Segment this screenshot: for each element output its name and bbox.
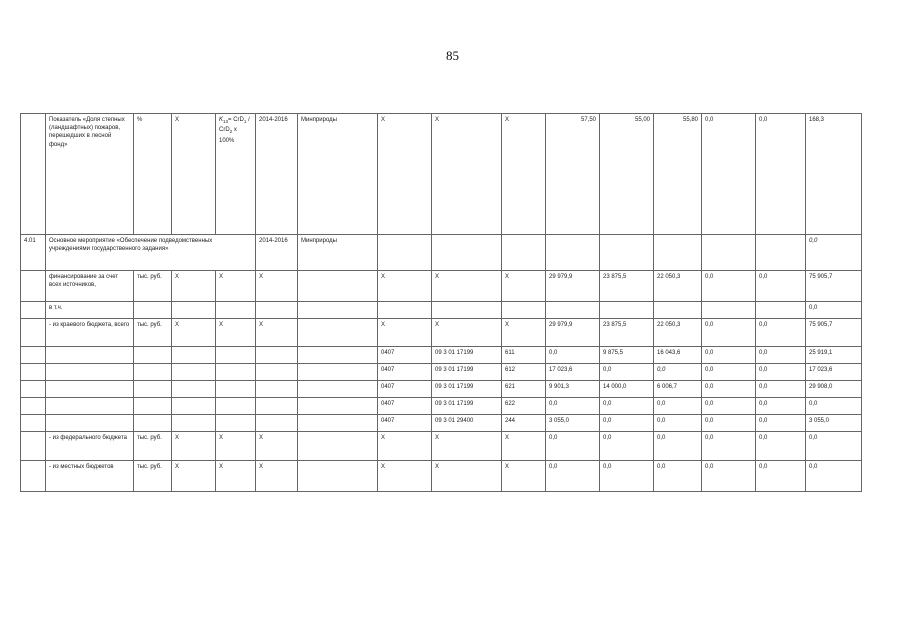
cell-unit [134,347,172,364]
cell-2017: 0,0 [702,432,756,461]
cell-2018: 0,0 [756,381,806,398]
cell-name: Показатель «Доля степных (ландшафтных) пожаров, перешедших в лесной фонд» [46,114,134,235]
cell-g3: 621 [502,381,546,398]
cell-g3: 612 [502,364,546,381]
cell-name [46,398,134,415]
cell-unit: % [134,114,172,235]
table-row-main-event [21,235,862,271]
cell-executor [298,415,378,432]
cell-2017 [702,235,756,271]
cell-2015: 14 000,0 [600,381,654,398]
cell-period: 2014-2016 [256,114,298,235]
cell-total: 75 905,7 [806,271,862,302]
cell-g1: X [378,432,432,461]
cell-2014: 0,0 [546,461,600,492]
cell-2016: 16 043,6 [654,347,702,364]
cell-2017: 0,0 [702,398,756,415]
cell-x1 [172,398,216,415]
table-row-regional-budget [21,319,862,347]
cell-x2 [216,398,256,415]
cell-name: финансирование за счет всех источников, [46,271,134,302]
cell-2015 [600,302,654,319]
cell-2014 [546,302,600,319]
cell-g1: 0407 [378,415,432,432]
cell-g3: X [502,461,546,492]
cell-2017: 0,0 [702,381,756,398]
cell-code [21,114,46,235]
cell-2016: 0,0 [654,461,702,492]
cell-2014: 0,0 [546,398,600,415]
formula-k-sub: 13 [223,119,229,125]
formula-a: = CrD [228,117,244,123]
cell-name [46,381,134,398]
cell-2016 [654,302,702,319]
cell-code [21,347,46,364]
cell-name: - из краевого бюджета, всего [46,319,134,347]
cell-executor [298,461,378,492]
cell-g1: X [378,461,432,492]
cell-unit: тыс. руб. [134,271,172,302]
cell-x1 [172,415,216,432]
cell-2014: 9 901,3 [546,381,600,398]
table-row-including [21,302,862,319]
cell-g3: 622 [502,398,546,415]
cell-executor [298,381,378,398]
cell-unit [134,364,172,381]
cell-x1: X [172,319,216,347]
cell-executor [298,319,378,347]
cell-2015 [600,235,654,271]
cell-x2 [216,347,256,364]
page-number: 85 [446,48,459,63]
cell-formula [216,114,256,235]
table-row-budget-code [21,415,862,432]
cell-total: 3 055,0 [806,415,862,432]
cell-total: 17 023,6 [806,364,862,381]
cell-2018: 0,0 [756,319,806,347]
cell-x1 [172,302,216,319]
table-row-budget-code [21,347,862,364]
cell-2018: 0,0 [756,432,806,461]
cell-name: Основное мероприятие «Обеспечение подведомственных учреждениями государственного задания» [46,235,256,271]
cell-executor [298,302,378,319]
cell-code [21,398,46,415]
cell-name: - из федерального бюджета [46,432,134,461]
cell-2015: 23 875,5 [600,319,654,347]
cell-x2: X [216,432,256,461]
cell-x3 [256,347,298,364]
cell-unit [134,415,172,432]
cell-2015: 9 875,5 [600,347,654,364]
cell-2016: 0,0 [654,398,702,415]
cell-x3: X [256,271,298,302]
cell-2018: 0,0 [756,347,806,364]
formula-c: x 100% [219,127,237,144]
cell-code [21,461,46,492]
cell-g2: 09 3 01 17199 [432,364,502,381]
cell-x2: X [216,271,256,302]
cell-name [46,364,134,381]
cell-g1 [378,302,432,319]
cell-x1 [172,381,216,398]
cell-total: 168,3 [806,114,862,235]
cell-2016: 0,0 [654,364,702,381]
cell-g1 [378,235,432,271]
cell-2015: 55,00 [600,114,654,235]
cell-2017: 0,0 [702,271,756,302]
cell-g2: X [432,114,502,235]
cell-total: 29 908,0 [806,381,862,398]
cell-g1: X [378,319,432,347]
cell-2016: 22 050,3 [654,271,702,302]
cell-2018: 0,0 [756,398,806,415]
table-row-budget-code [21,364,862,381]
cell-unit: тыс. руб. [134,319,172,347]
cell-2016 [654,235,702,271]
cell-2017: 0,0 [702,415,756,432]
cell-2017: 0,0 [702,461,756,492]
cell-total: 0,0 [806,302,862,319]
cell-unit: тыс. руб. [134,461,172,492]
cell-x2 [216,364,256,381]
cell-g1: 0407 [378,381,432,398]
cell-total: 75 905,7 [806,319,862,347]
table-row-budget-code [21,398,862,415]
table-row-local-budget [21,461,862,492]
cell-x2: X [216,461,256,492]
cell-x2 [216,302,256,319]
cell-executor [298,398,378,415]
cell-2014: 3 055,0 [546,415,600,432]
formula-b-sub: 2 [229,129,233,135]
cell-2018 [756,302,806,319]
cell-g1: 0407 [378,364,432,381]
cell-2018: 0,0 [756,364,806,381]
cell-g2 [432,302,502,319]
cell-code [21,319,46,347]
cell-2016: 22 050,3 [654,319,702,347]
cell-x1 [172,347,216,364]
cell-2017 [702,302,756,319]
cell-2018: 0,0 [756,461,806,492]
cell-g3: 244 [502,415,546,432]
cell-x3 [256,415,298,432]
cell-2015: 0,0 [600,415,654,432]
formula-b: / CrD [219,117,250,134]
cell-x1: X [172,432,216,461]
cell-2014: 29 979,9 [546,319,600,347]
cell-2017: 0,0 [702,114,756,235]
cell-2017: 0,0 [702,347,756,364]
cell-2016: 55,80 [654,114,702,235]
cell-g3: X [502,432,546,461]
cell-g2 [432,235,502,271]
cell-g3: X [502,271,546,302]
cell-g1: 0407 [378,398,432,415]
cell-g2: 09 3 01 17199 [432,347,502,364]
cell-code [21,302,46,319]
cell-g2: X [432,271,502,302]
cell-name: в т.ч. [46,302,134,319]
cell-total: 0,0 [806,235,862,271]
cell-code [21,381,46,398]
cell-g3: X [502,319,546,347]
cell-code [21,432,46,461]
cell-2018: 0,0 [756,415,806,432]
cell-x2: X [216,319,256,347]
cell-g3: X [502,114,546,235]
cell-x3 [256,381,298,398]
cell-unit: тыс. руб. [134,432,172,461]
cell-x3 [256,364,298,381]
cell-name [46,415,134,432]
program-table [20,113,862,492]
cell-2015: 23 875,5 [600,271,654,302]
cell-executor [298,432,378,461]
cell-x2 [216,415,256,432]
cell-2014 [546,235,600,271]
table-row-financing [21,271,862,302]
cell-2018 [756,235,806,271]
cell-2016: 6 006,7 [654,381,702,398]
cell-total: 0,0 [806,398,862,415]
cell-x1: X [172,461,216,492]
cell-total: 0,0 [806,432,862,461]
cell-name [46,347,134,364]
cell-g3: 611 [502,347,546,364]
cell-2018: 0,0 [756,271,806,302]
cell-x3 [256,398,298,415]
cell-g2: 09 3 01 17199 [432,398,502,415]
cell-total: 0,0 [806,461,862,492]
cell-2015: 0,0 [600,432,654,461]
cell-2014: 0,0 [546,347,600,364]
cell-2015: 0,0 [600,364,654,381]
cell-total: 25 919,1 [806,347,862,364]
cell-unit [134,302,172,319]
cell-x1: X [172,271,216,302]
cell-g2: X [432,461,502,492]
cell-g2: X [432,432,502,461]
cell-x2 [216,381,256,398]
cell-2014: 29 979,9 [546,271,600,302]
cell-x1: X [172,114,216,235]
cell-2017: 0,0 [702,364,756,381]
cell-x3: X [256,319,298,347]
cell-g1: X [378,271,432,302]
cell-g2: 09 3 01 29400 [432,415,502,432]
cell-g2: X [432,319,502,347]
table-row-federal-budget [21,432,862,461]
cell-code [21,271,46,302]
table-row-budget-code [21,381,862,398]
cell-g1: X [378,114,432,235]
cell-x3: X [256,461,298,492]
formula-a-sub: 1 [243,119,247,125]
cell-unit [134,398,172,415]
cell-g3 [502,302,546,319]
cell-g2: 09 3 01 17199 [432,381,502,398]
cell-name: - из местных бюджетов [46,461,134,492]
formula-k: K [219,117,224,123]
cell-code: 4.01 [21,235,46,271]
cell-x1 [172,364,216,381]
cell-code [21,415,46,432]
cell-2014: 57,50 [546,114,600,235]
cell-executor [298,271,378,302]
cell-x3 [256,302,298,319]
cell-2015: 0,0 [600,461,654,492]
cell-2016: 0,0 [654,432,702,461]
cell-2015: 0,0 [600,398,654,415]
cell-2017: 0,0 [702,319,756,347]
cell-code [21,364,46,381]
cell-period: 2014-2016 [256,235,298,271]
cell-executor: Минприроды [298,235,378,271]
cell-g1: 0407 [378,347,432,364]
cell-executor [298,347,378,364]
cell-executor: Минприроды [298,114,378,235]
cell-2014: 17 023,6 [546,364,600,381]
cell-unit [134,381,172,398]
cell-g3 [502,235,546,271]
cell-x3: X [256,432,298,461]
cell-2018: 0,0 [756,114,806,235]
cell-2014: 0,0 [546,432,600,461]
cell-executor [298,364,378,381]
table-row-indicator [21,114,862,235]
cell-2016: 0,0 [654,415,702,432]
